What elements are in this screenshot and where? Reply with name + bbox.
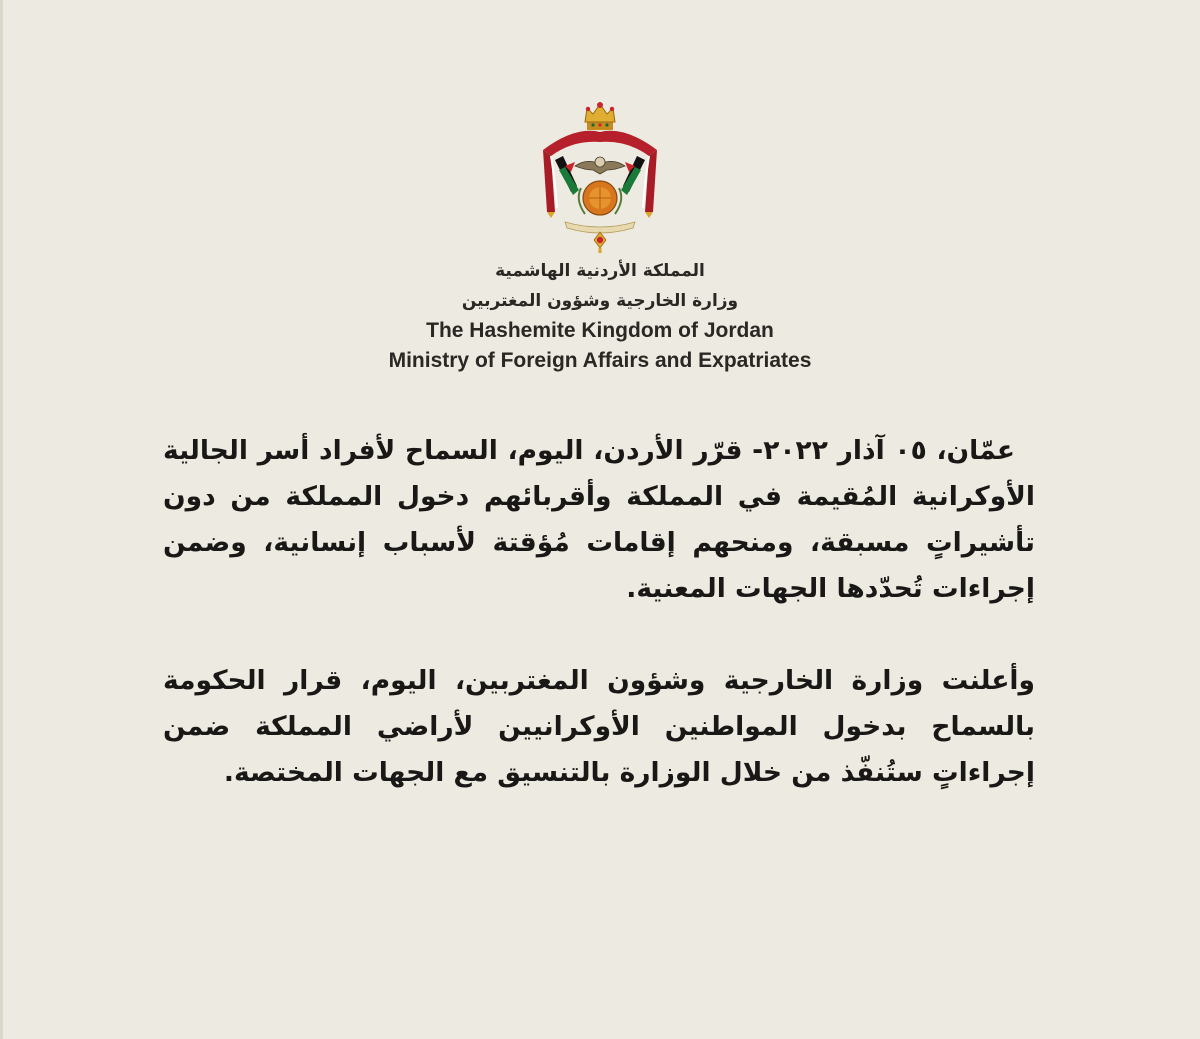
eagle-icon xyxy=(575,157,625,174)
coat-of-arms-icon xyxy=(535,100,665,256)
crown-icon xyxy=(585,102,615,130)
english-ministry-name: Ministry of Foreign Affairs and Expatriates xyxy=(388,349,812,372)
medal-icon xyxy=(594,232,606,253)
english-kingdom-name: The Hashemite Kingdom of Jordan xyxy=(426,319,774,342)
arabic-ministry-name: وزارة الخارجية وشؤون المغتربين xyxy=(461,291,739,311)
statement-paragraph-2: وأعلنت وزارة الخارجية وشؤون المغتربين، اليوم، قرار الحكومة بالسماح بدخول المواطنين الأوكرانيين لأراضي المملكة ضمن إجراءاتٍ ستُنفّذ من خلال الوزارة بالتنسيق مع الجهات المختصة. xyxy=(163,665,1035,788)
statement-paragraph-1: عمّان، ٠٥ آذار ٢٠٢٢- قرّر الأردن، اليوم، السماح لأفراد أسر الجالية الأوكرانية المُقيمة في المملكة وأقربائهم دخول المملكة من دون تأشيراتٍ مسبقة، ومنحهم إقامات مُؤقتة لأسباب إنسانية، وضمن إجراءات تُحدّدها الجهات المعنية. xyxy=(163,435,1035,604)
shield-icon xyxy=(579,181,622,215)
arabic-kingdom-name: المملكة الأردنية الهاشمية xyxy=(495,261,705,281)
letterhead xyxy=(0,100,1200,376)
